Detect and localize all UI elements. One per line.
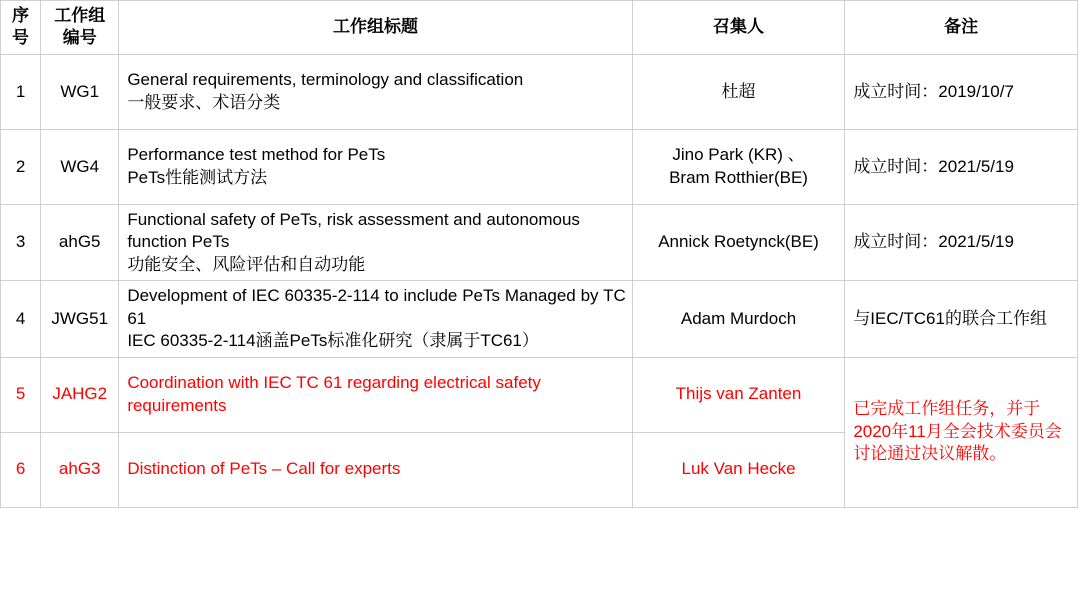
cell-note-merged: 已完成工作组任务，并于2020年11月全会技术委员会讨论通过决议解散。 bbox=[845, 357, 1078, 507]
cell-code: JWG51 bbox=[41, 281, 119, 357]
cell-no: 1 bbox=[1, 54, 41, 129]
header-cell-no: 序号 bbox=[1, 1, 41, 55]
cell-title bbox=[119, 281, 632, 357]
title-cn: 功能安全、风险评估和自动功能 bbox=[127, 254, 366, 274]
cell-note: 成立时间：2019/10/7 bbox=[845, 54, 1078, 129]
cell-code: WG1 bbox=[41, 54, 119, 129]
cell-title bbox=[119, 204, 632, 280]
title-en: Development of IEC 60335-2-114 to include PeTs Managed by TC 61 bbox=[127, 286, 626, 328]
cell-code: JAHG2 bbox=[41, 357, 119, 432]
title-en: Functional safety of PeTs, risk assessment and autonomous function PeTs bbox=[127, 209, 580, 252]
cell-no: 4 bbox=[1, 281, 41, 357]
cell-convener bbox=[632, 129, 845, 204]
cell-convener: Thijs van Zanten bbox=[632, 357, 845, 432]
cell-note: 与IEC/TC61的联合工作组 bbox=[845, 281, 1078, 357]
header-cell-note: 备注 bbox=[845, 1, 1078, 55]
cell-title: Coordination with IEC TC 61 regarding electrical safety requirements bbox=[119, 357, 632, 432]
convener-line1: Jino Park (KR) 、 bbox=[672, 145, 805, 165]
table-body bbox=[1, 54, 1078, 507]
cell-no: 5 bbox=[1, 357, 41, 432]
cell-title bbox=[119, 129, 632, 204]
table-header bbox=[1, 1, 1078, 55]
table-header-row bbox=[1, 1, 1078, 55]
title-cn: PeTs性能测试方法 bbox=[127, 167, 268, 187]
cell-code: WG4 bbox=[41, 129, 119, 204]
header-code-line1: 工作组 bbox=[54, 6, 106, 25]
table-row bbox=[1, 204, 1078, 280]
title-en: General requirements, terminology and classification bbox=[127, 70, 524, 90]
cell-no: 3 bbox=[1, 204, 41, 280]
table-row bbox=[1, 357, 1078, 432]
table-row bbox=[1, 54, 1078, 129]
title-cn: 一般要求、术语分类 bbox=[127, 92, 281, 112]
title-cn: IEC 60335-2-114涵盖PeTs标准化研究（隶属于TC61） bbox=[127, 331, 539, 351]
header-code-line2: 编号 bbox=[62, 28, 97, 48]
cell-note: 成立时间：2021/5/19 bbox=[845, 129, 1078, 204]
table-row bbox=[1, 129, 1078, 204]
cell-no: 6 bbox=[1, 432, 41, 507]
cell-note: 成立时间：2021/5/19 bbox=[845, 204, 1078, 280]
cell-convener: Luk Van Hecke bbox=[632, 432, 845, 507]
convener-line2: Bram Rotthier(BE) bbox=[669, 167, 808, 187]
table-row bbox=[1, 281, 1078, 357]
cell-convener: 杜超 bbox=[632, 54, 845, 129]
cell-code: ahG3 bbox=[41, 432, 119, 507]
cell-convener: Annick Roetynck(BE) bbox=[632, 204, 845, 280]
cell-title bbox=[119, 54, 632, 129]
title-en: Performance test method for PeTs bbox=[127, 145, 386, 165]
cell-convener: Adam Murdoch bbox=[632, 281, 845, 357]
cell-title: Distinction of PeTs – Call for experts bbox=[119, 432, 632, 507]
cell-code: ahG5 bbox=[41, 204, 119, 280]
cell-no: 2 bbox=[1, 129, 41, 204]
header-cell-title: 工作组标题 bbox=[119, 1, 632, 55]
header-cell-code bbox=[41, 1, 119, 55]
header-cell-convener: 召集人 bbox=[632, 1, 845, 55]
